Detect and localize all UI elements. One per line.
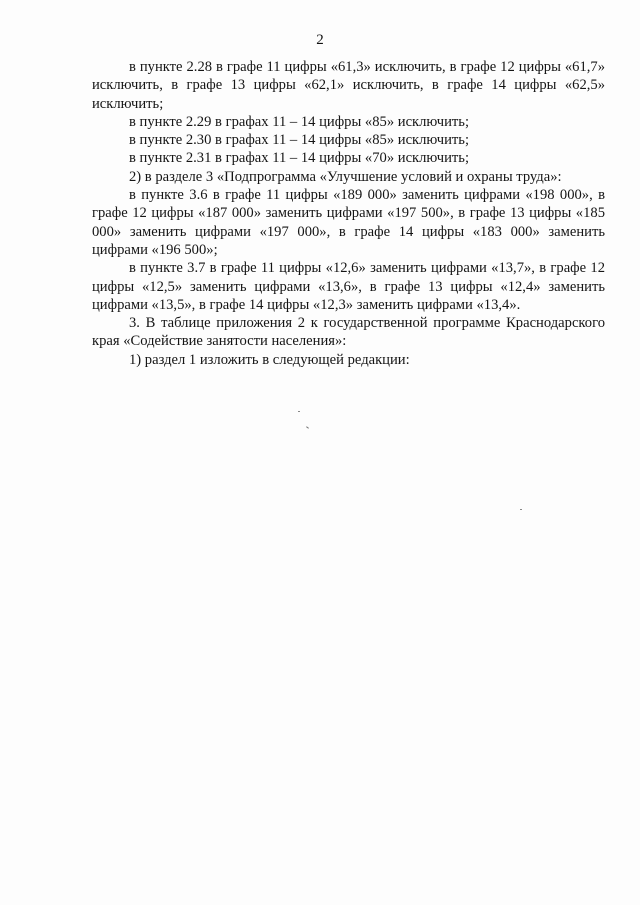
paragraph-item-2-30: в пункте 2.30 в графах 11 – 14 цифры «85» исключить; [129, 132, 470, 149]
page-number: 2 [316, 32, 324, 48]
paragraph-item-3-6: в пункте 3.6 в графе 11 цифры «189 000» заменить цифрами «198 000», в графе 12 цифры «187 000» заменить цифрами «197 500», в графе 13 цифры «185 000» заменить цифрами «197 000», в графе 14 цифры «183 000» заменить цифрами «196 500»; [92, 187, 605, 258]
paragraph-section-1-edit: 1) раздел 1 изложить в следующей редакции: [129, 351, 410, 368]
paragraph-item-2-31: в пункте 2.31 в графах 11 – 14 цифры «70» исключить; [129, 150, 470, 167]
scan-speck [520, 509, 522, 510]
scan-speck [306, 426, 309, 429]
paragraph-item-2-29: в пункте 2.29 в графах 11 – 14 цифры «85» исключить; [129, 113, 470, 130]
document-body [92, 58, 605, 369]
paragraph-section-3-heading: 2) в разделе 3 «Подпрограмма «Улучшение условий и охраны труда»: [129, 168, 562, 185]
paragraph-item-3-7: в пункте 3.7 в графе 11 цифры «12,6» заменить цифрами «13,7», в графе 12 цифры «12,5» заменить цифрами «13,6», в графе 13 цифры «12,4» заменить цифрами «13,5», в графе 14 цифры «12,3» заменить цифрами «13,4». [92, 260, 605, 313]
scan-speck [298, 411, 300, 412]
paragraph-appendix-2: 3. В таблице приложения 2 к государственной программе Краснодарского края «Содействие занятости населения»: [92, 315, 605, 350]
paragraph-item-2-28: в пункте 2.28 в графе 11 цифры «61,3» исключить, в графе 12 цифры «61,7» исключить, в графе 13 цифры «62,1» исключить, в графе 14 цифры «62,5» исключить; [92, 59, 605, 112]
